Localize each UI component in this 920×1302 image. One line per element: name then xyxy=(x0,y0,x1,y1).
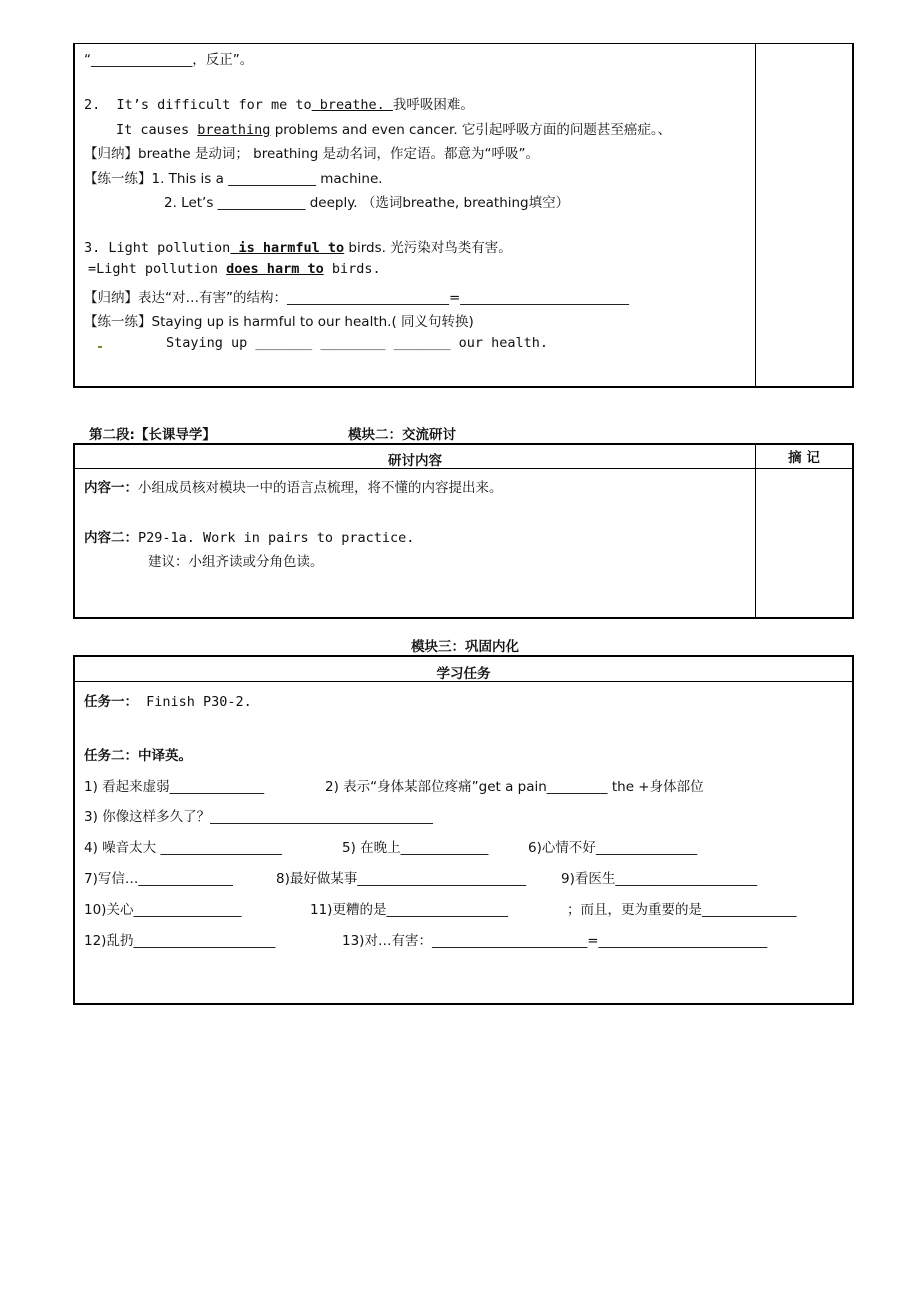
item2-line xyxy=(84,93,474,113)
section2-col-header: 研讨内容 xyxy=(388,453,442,469)
content2-label: 内容二： xyxy=(84,530,138,546)
section1-notes-divider xyxy=(755,43,756,388)
section2-notes-divider xyxy=(755,443,756,619)
task2-row4b: 8)最好做某事_________________________ xyxy=(276,871,527,887)
content2-text: P29-1a. Work in pairs to practice. xyxy=(138,530,415,546)
item2b-key: breathing xyxy=(197,122,271,138)
item2-key: breathe. xyxy=(311,97,393,113)
section2-heading-left: 第二段:【长课导学】 xyxy=(89,427,216,443)
item2-post: 我呼吸困难。 xyxy=(392,97,474,113)
task1 xyxy=(84,690,252,710)
item2b-post: problems and even cancer. 它引起呼吸方面的问题甚至癌症。、 xyxy=(270,122,672,138)
item3-pre: 3. Light pollution xyxy=(84,240,231,256)
content1-label: 内容一： xyxy=(84,480,138,496)
item2b-line xyxy=(116,118,671,138)
practice1b: 2. Let’s _____________ deeply. （选词breathe, breathing填空） xyxy=(164,195,570,211)
item2-pre: It’s difficult for me to xyxy=(116,97,312,113)
item2-num: 2. xyxy=(84,97,101,113)
summary2: 【归纳】表达“对…有害”的结构：________________________=_________________________ xyxy=(84,290,630,306)
marker-dot xyxy=(98,346,102,348)
task2-row1a: 1) 看起来虚弱______________ xyxy=(84,779,265,795)
task2-row2: 3) 你像这样多久了？_________________________________ xyxy=(84,809,433,825)
item3b-post: birds. xyxy=(323,261,381,277)
task2-row6a: 12)乱扔_____________________ xyxy=(84,933,276,949)
task2-row1b: 2) 表示“身体某部位疼痛”get a pain_________ the +身体部位 xyxy=(325,779,704,795)
quote-line: “_______________，反正”。 xyxy=(84,52,254,68)
content2 xyxy=(84,526,414,546)
item3b-line xyxy=(88,261,381,277)
item2b-pre: It causes xyxy=(116,122,198,138)
task2-row5b: 11)更糟的是__________________ xyxy=(310,902,508,918)
content1 xyxy=(84,476,503,496)
item3-post: birds. 光污染对鸟类有害。 xyxy=(344,240,512,256)
content1-text: 小组成员核对模块一中的语言点梳理，将不懂的内容提出来。 xyxy=(138,480,503,496)
section3-heading: 模块三：巩固内化 xyxy=(411,639,519,655)
task1-label: 任务一： xyxy=(84,694,138,710)
task2-row3b: 5) 在晚上_____________ xyxy=(342,840,489,856)
practice1a: 【练一练】1. This is a _____________ machine. xyxy=(84,171,383,187)
task2-row3c: 6)心情不好_______________ xyxy=(528,840,698,856)
task2-label: 任务二：中译英。 xyxy=(84,748,192,764)
item3-key: is harmful to xyxy=(230,240,345,256)
content2-suggestion: 建议：小组齐读或分角色读。 xyxy=(148,554,324,570)
task1-text: Finish P30-2. xyxy=(138,694,252,710)
task2-row4a: 7)写信…______________ xyxy=(84,871,233,887)
task2-row3a: 4) 噪音太大 __________________ xyxy=(84,840,282,856)
task2-row5a: 10)关心________________ xyxy=(84,902,242,918)
task2-row5c: ；而且，更为重要的是______________ xyxy=(567,902,797,918)
section2-heading-right: 模块二：交流研讨 xyxy=(348,427,456,443)
task2-row6b: 13)对…有害：_______________________=_________________________ xyxy=(342,933,768,949)
item3b-pre: =Light pollution xyxy=(88,261,227,277)
item3-line xyxy=(84,236,512,256)
section2-notes-header: 摘 记 xyxy=(788,450,820,466)
task2-row4c: 9)看医生_____________________ xyxy=(561,871,758,887)
section3-col-header: 学习任务 xyxy=(436,666,491,682)
summary1: 【归纳】breathe 是动词； breathing 是动名词，作定语。都意为“呼吸”。 xyxy=(84,146,540,162)
practice2b: Staying up _______ ________ _______ our health. xyxy=(166,335,549,351)
practice2a: 【练一练】Staying up is harmful to our health.( 同义句转换) xyxy=(84,314,474,330)
item3b-key: does harm to xyxy=(226,261,324,277)
